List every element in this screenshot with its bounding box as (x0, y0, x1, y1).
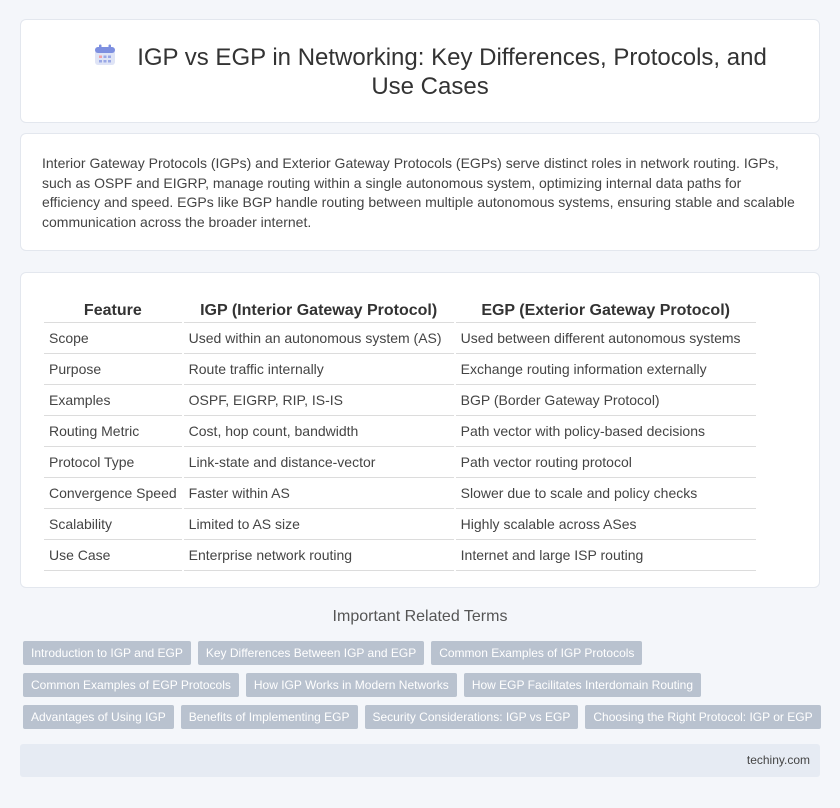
feature-cell: Convergence Speed (44, 478, 182, 509)
footer-bar (20, 744, 820, 777)
egp-cell: BGP (Border Gateway Protocol) (456, 385, 756, 416)
egp-cell: Slower due to scale and policy checks (456, 478, 756, 509)
page-title: IGP vs EGP in Networking: Key Differences, Protocols, and Use Cases (137, 44, 767, 100)
egp-cell: Path vector with policy-based decisions (456, 416, 756, 447)
comparison-table (42, 295, 758, 571)
igp-cell: Link-state and distance-vector (184, 447, 454, 478)
table-row (44, 509, 756, 540)
header-feature: Feature (44, 295, 182, 323)
header-egp: EGP (Exterior Gateway Protocol) (456, 295, 756, 323)
egp-cell: Internet and large ISP routing (456, 540, 756, 571)
egp-cell: Path vector routing protocol (456, 447, 756, 478)
table-row (44, 540, 756, 571)
table-row (44, 416, 756, 447)
calendar-icon (93, 43, 117, 67)
comparison-card (20, 272, 820, 588)
related-terms-heading: Important Related Terms (332, 608, 508, 625)
feature-cell: Examples (44, 385, 182, 416)
related-terms-list (23, 641, 823, 737)
igp-cell: Faster within AS (184, 478, 454, 509)
feature-cell: Use Case (44, 540, 182, 571)
header-igp: IGP (Interior Gateway Protocol) (184, 295, 454, 323)
feature-cell: Protocol Type (44, 447, 182, 478)
page-title-wrap (81, 43, 779, 101)
igp-cell: Limited to AS size (184, 509, 454, 540)
related-term-tag[interactable]: Introduction to IGP and EGP (23, 641, 191, 665)
table-header-row (44, 295, 756, 323)
feature-cell: Scope (44, 323, 182, 354)
igp-cell: Cost, hop count, bandwidth (184, 416, 454, 447)
footer-site-link[interactable]: techiny.com (746, 753, 810, 767)
related-term-tag[interactable]: Advantages of Using IGP (23, 705, 174, 729)
tag-row (23, 641, 823, 665)
intro-paragraph: Interior Gateway Protocols (IGPs) and Exterior Gateway Protocols (EGPs) serve distinct roles in network routing. IGPs, such as OSPF and EIGRP, manage routing within a single autonomous system, optimizing internal data paths for efficiency and speed. EGPs like BGP handle routing between multiple autonomous systems, ensuring stable and scalable communication across the broader internet. (42, 155, 795, 230)
igp-cell: OSPF, EIGRP, RIP, IS-IS (184, 385, 454, 416)
related-term-tag[interactable]: Common Examples of IGP Protocols (431, 641, 642, 665)
feature-cell: Scalability (44, 509, 182, 540)
table-row (44, 385, 756, 416)
tag-row (23, 705, 823, 729)
igp-cell: Used within an autonomous system (AS) (184, 323, 454, 354)
related-term-tag[interactable]: How IGP Works in Modern Networks (246, 673, 457, 697)
igp-cell: Enterprise network routing (184, 540, 454, 571)
table-row (44, 478, 756, 509)
related-term-tag[interactable]: Security Considerations: IGP vs EGP (365, 705, 579, 729)
table-row (44, 354, 756, 385)
egp-cell: Exchange routing information externally (456, 354, 756, 385)
related-term-tag[interactable]: Common Examples of EGP Protocols (23, 673, 239, 697)
egp-cell: Highly scalable across ASes (456, 509, 756, 540)
table-row (44, 447, 756, 478)
tag-row (23, 673, 823, 697)
egp-cell: Used between different autonomous systems (456, 323, 756, 354)
feature-cell: Routing Metric (44, 416, 182, 447)
table-row (44, 323, 756, 354)
related-term-tag[interactable]: Benefits of Implementing EGP (181, 705, 358, 729)
title-card (20, 19, 820, 123)
related-term-tag[interactable]: How EGP Facilitates Interdomain Routing (464, 673, 701, 697)
feature-cell: Purpose (44, 354, 182, 385)
igp-cell: Route traffic internally (184, 354, 454, 385)
related-term-tag[interactable]: Key Differences Between IGP and EGP (198, 641, 424, 665)
related-term-tag[interactable]: Choosing the Right Protocol: IGP or EGP (585, 705, 820, 729)
intro-card (20, 133, 820, 251)
